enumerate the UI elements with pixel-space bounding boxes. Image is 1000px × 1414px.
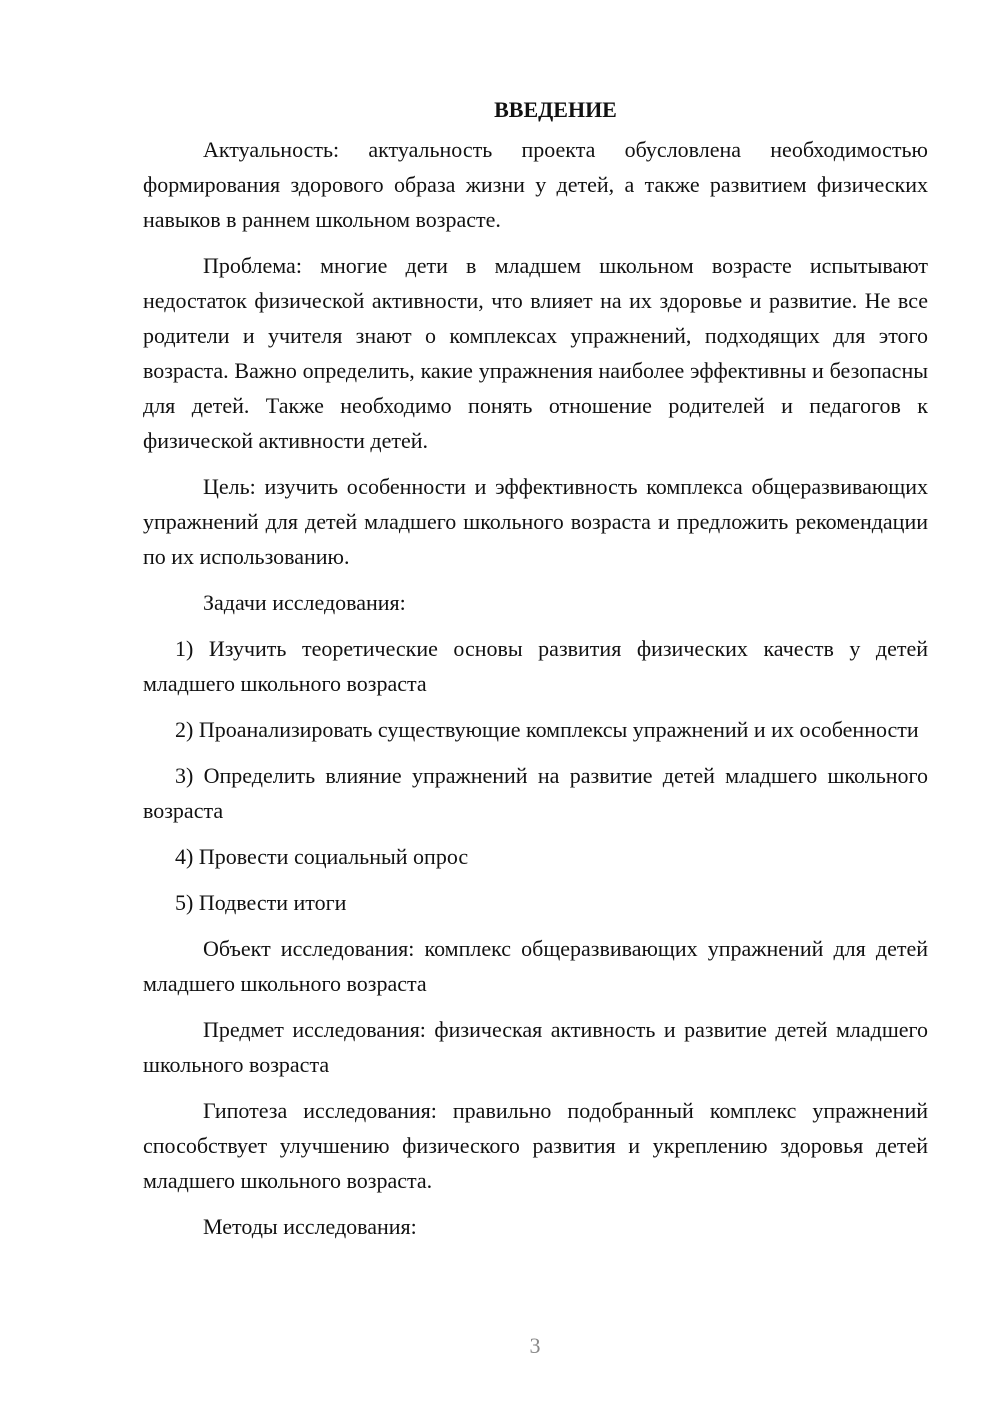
document-body: [143, 95, 928, 1255]
section-title: ВВЕДЕНИЕ: [494, 97, 617, 122]
page-number: 3: [529, 1333, 541, 1358]
task-item-2: 2) Проанализировать существующие комплексы упражнений и их особенности: [175, 717, 919, 742]
paragraph-methods-heading: Методы исследования:: [203, 1214, 417, 1239]
paragraph-problem: Проблема: многие дети в младшем школьном возрасте испытывают недостаток физической активности, что влияет на их здоровье и развитие. Не все родители и учителя знают о комплексах упражнений, подходящих для этого возраста. Важно определить, какие упражнения наиболее эффективны и безопасны для детей. Также необходимо понять отношение родителей и педагогов к физической активности детей.: [143, 253, 928, 453]
task-item-4: 4) Провести социальный опрос: [175, 844, 469, 869]
paragraph-tasks-heading: Задачи исследования:: [203, 590, 406, 615]
task-item-3: 3) Определить влияние упражнений на развитие детей младшего школьного возраста: [143, 763, 928, 823]
paragraph-goal: Цель: изучить особенности и эффективность комплекса общеразвивающих упражнений для детей младшего школьного возраста и предложить рекомендации по их использованию.: [143, 474, 928, 569]
paragraph-object: Объект исследования: комплекс общеразвивающих упражнений для детей младшего школьного возраста: [143, 936, 928, 996]
task-item-1: 1) Изучить теоретические основы развития физических качеств у детей младшего школьного возраста: [143, 636, 928, 696]
paragraph-hypothesis: Гипотеза исследования: правильно подобранный комплекс упражнений способствует улучшению физического развития и укреплению здоровья детей младшего школьного возраста.: [143, 1098, 928, 1193]
paragraph-relevance: Актуальность: актуальность проекта обусловлена необходимостью формирования здорового образа жизни у детей, а также развитием физических навыков в раннем школьном возрасте.: [143, 137, 928, 232]
task-item-5: 5) Подвести итоги: [175, 890, 347, 915]
paragraph-subject: Предмет исследования: физическая активность и развитие детей младшего школьного возраста: [143, 1017, 928, 1077]
